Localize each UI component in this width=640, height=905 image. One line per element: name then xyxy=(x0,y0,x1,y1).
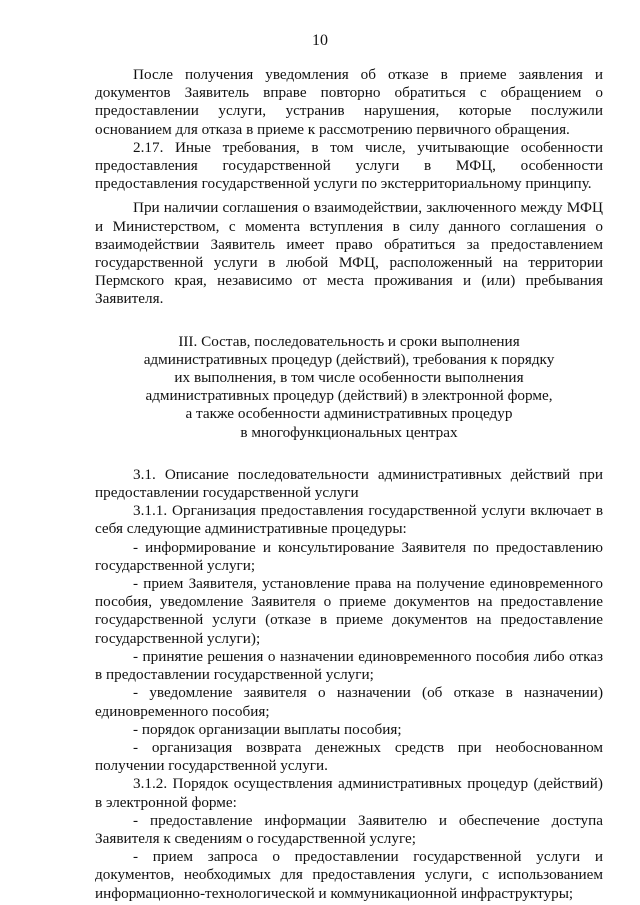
paragraph-3-1: 3.1. Описание последовательности административных действий при предоставлении государственной услуги xyxy=(95,465,603,502)
section-heading-line: административных процедур (действий) в электронной форме, xyxy=(145,387,553,405)
page-number: 10 xyxy=(312,32,328,49)
section-heading xyxy=(95,333,603,442)
list-item-reception: - прием Заявителя, установление права на получение единовременного пособия, уведомление Заявителя о приеме документов на предоставление государственной услуги (отказе в приеме документов на предоставление государственной услуги); xyxy=(95,575,603,647)
list-item-info-access: - предоставление информации Заявителю и обеспечение доступа Заявителя к сведениям о государственной услуге; xyxy=(95,811,603,847)
section-heading-line: а также особенности административных процедур xyxy=(185,405,513,423)
document-body xyxy=(95,66,603,903)
paragraph-3-1-2: 3.1.2. Порядок осуществления административных процедур (действий) в электронной форме: xyxy=(95,775,603,811)
list-item-informing: - информирование и консультирование Заявителя по предоставлению государственной услуги; xyxy=(95,538,603,574)
list-item-decision: - принятие решения о назначении единовременного пособия либо отказ в предоставлении государственной услуги; xyxy=(95,647,603,684)
list-item-notification: - уведомление заявителя о назначении (об отказе в назначении) единовременного пособия; xyxy=(95,684,603,720)
paragraph-3-1-1: 3.1.1. Организация предоставления государственной услуги включает в себя следующие административные процедуры: xyxy=(95,502,603,538)
list-item-payment-order: - порядок организации выплаты пособия; xyxy=(133,720,402,738)
paragraph-2-17: 2.17. Иные требования, в том числе, учитывающие особенности предоставления государственной услуги в МФЦ, особенности предоставления государственной услуги по экстерриториальному принципу. xyxy=(95,138,603,193)
list-item-refund: - организация возврата денежных средств при необоснованном получении государственной услуги. xyxy=(95,738,603,775)
section-heading-line: административных процедур (действий), требования к порядку xyxy=(143,350,555,368)
paragraph-mfc-agreement: При наличии соглашения о взаимодействии, заключенного между МФЦ и Министерством, с момента вступления в силу данного соглашения о взаимодействии Заявитель имеет право обратиться за предоставлением государственной услуги в любой МФЦ, расположенный на территории Пермского края, независимо от места проживания и (или) пребывания Заявителя. xyxy=(95,199,603,308)
section-heading-line: в многофункциональных центрах xyxy=(240,423,458,441)
section-heading-line: III. Состав, последовательность и сроки выполнения xyxy=(178,332,520,350)
paragraph-refusal-reapply: После получения уведомления об отказе в приеме заявления и документов Заявитель вправе повторно обратиться с обращением о предоставлении услуги, устранив нарушения, которые послужили основанием для отказа в приеме к рассмотрению первичного обращения. xyxy=(95,66,603,138)
list-item-request-intake: - прием запроса о предоставлении государственной услуги и документов, необходимых для предоставления услуги, с использованием информационно-технологической и коммуникационной инфраструктуры; xyxy=(95,848,603,902)
section-heading-line: их выполнения, в том числе особенности выполнения xyxy=(174,369,524,387)
